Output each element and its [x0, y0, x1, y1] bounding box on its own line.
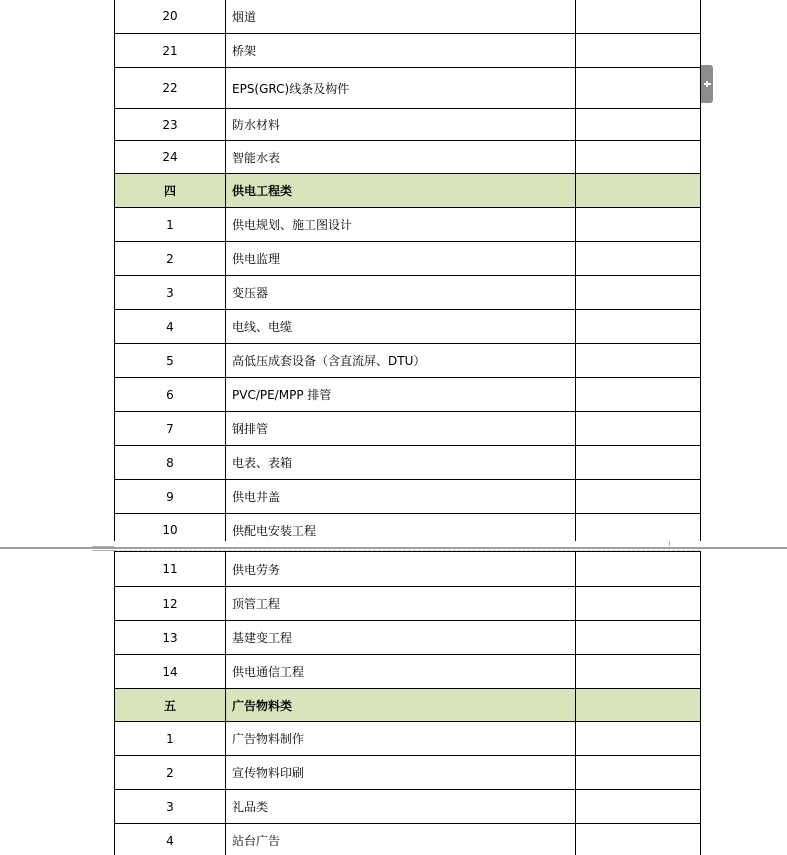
row-number-cell: 12: [115, 587, 226, 621]
row-number-cell: 6: [115, 378, 226, 412]
row-number-cell: 20: [115, 0, 226, 34]
row-number-cell: 22: [115, 68, 226, 109]
section-header-row: [115, 174, 701, 208]
table-row: [115, 208, 701, 242]
item-name-cell: 高低压成套设备（含直流屏、DTU）: [226, 344, 576, 378]
item-table-bottom: [114, 551, 701, 855]
table-row: [115, 790, 701, 824]
table-row: [115, 344, 701, 378]
row-number-cell: 3: [115, 276, 226, 310]
row-number-cell: 5: [115, 344, 226, 378]
item-name-cell: 供电规划、施工图设计: [226, 208, 576, 242]
table-row: [115, 412, 701, 446]
table-row: [115, 141, 701, 174]
item-name-cell: PVC/PE/MPP 排管: [226, 378, 576, 412]
item-name-cell: 变压器: [226, 276, 576, 310]
row-number-cell: 9: [115, 480, 226, 514]
blank-cell: [576, 68, 701, 109]
blank-cell: [576, 790, 701, 824]
table-row: [115, 552, 701, 587]
blank-cell: [576, 242, 701, 276]
table-row: [115, 722, 701, 756]
item-name-cell: 礼品类: [226, 790, 576, 824]
page-break-line: [0, 547, 787, 549]
table-row: [115, 756, 701, 790]
blank-cell: [576, 34, 701, 68]
row-number-cell: 23: [115, 109, 226, 141]
blank-cell: [576, 276, 701, 310]
item-name-cell: 顶管工程: [226, 587, 576, 621]
table-row: [115, 480, 701, 514]
blank-cell: [576, 824, 701, 855]
blank-cell: [576, 621, 701, 655]
item-name-cell: 供电通信工程: [226, 655, 576, 689]
expand-handle-button[interactable]: [701, 65, 713, 103]
row-number-cell: 四: [115, 174, 226, 208]
item-name-cell: EPS(GRC)线条及构件: [226, 68, 576, 109]
page-corner-mark-left-lower: [92, 550, 114, 551]
item-name-cell: 广告物料类: [226, 689, 576, 722]
row-number-cell: 10: [115, 514, 226, 547]
table-row: [115, 446, 701, 480]
blank-cell: [576, 344, 701, 378]
item-name-cell: 智能水表: [226, 141, 576, 174]
item-name-cell: 供电监理: [226, 242, 576, 276]
blank-cell: [576, 174, 701, 208]
blank-cell: [576, 480, 701, 514]
row-number-cell: 2: [115, 756, 226, 790]
table-row: [115, 34, 701, 68]
row-number-cell: 8: [115, 446, 226, 480]
row-number-cell: 五: [115, 689, 226, 722]
blank-cell: [576, 141, 701, 174]
item-table-top-body: [115, 0, 701, 547]
item-name-cell: 供电劳务: [226, 552, 576, 587]
table-row: [115, 276, 701, 310]
item-name-cell: 电线、电缆: [226, 310, 576, 344]
blank-cell: [576, 552, 701, 587]
row-number-cell: 14: [115, 655, 226, 689]
section-header-row: [115, 689, 701, 722]
item-name-cell: 供配电安装工程: [226, 514, 576, 547]
row-number-cell: 24: [115, 141, 226, 174]
item-name-cell: 烟道: [226, 0, 576, 34]
item-name-cell: 宣传物料印刷: [226, 756, 576, 790]
blank-cell: [576, 446, 701, 480]
blank-cell: [576, 756, 701, 790]
item-name-cell: 供电工程类: [226, 174, 576, 208]
blank-cell: [576, 722, 701, 756]
row-number-cell: 2: [115, 242, 226, 276]
item-name-cell: 供电井盖: [226, 480, 576, 514]
table-row: [115, 655, 701, 689]
table-row: [115, 378, 701, 412]
row-number-cell: 4: [115, 310, 226, 344]
blank-cell: [576, 208, 701, 242]
blank-cell: [576, 587, 701, 621]
item-table-top: [114, 0, 701, 547]
blank-cell: [576, 655, 701, 689]
item-name-cell: 电表、表箱: [226, 446, 576, 480]
row-number-cell: 3: [115, 790, 226, 824]
item-name-cell: 钢排管: [226, 412, 576, 446]
row-number-cell: 13: [115, 621, 226, 655]
row-number-cell: 7: [115, 412, 226, 446]
blank-cell: [576, 378, 701, 412]
table-row: [115, 824, 701, 855]
item-name-cell: 站台广告: [226, 824, 576, 855]
table-row: [115, 242, 701, 276]
item-name-cell: 防水材料: [226, 109, 576, 141]
blank-cell: [576, 412, 701, 446]
row-number-cell: 4: [115, 824, 226, 855]
item-name-cell: 广告物料制作: [226, 722, 576, 756]
table-row: [115, 109, 701, 141]
blank-cell: [576, 689, 701, 722]
table-row: [115, 68, 701, 109]
blank-cell: [576, 0, 701, 34]
row-number-cell: 1: [115, 208, 226, 242]
table-row: [115, 621, 701, 655]
row-number-cell: 1: [115, 722, 226, 756]
row-number-cell: 21: [115, 34, 226, 68]
table-row: [115, 587, 701, 621]
blank-cell: [576, 109, 701, 141]
item-name-cell: 桥架: [226, 34, 576, 68]
page-break: [0, 541, 787, 551]
item-table-bottom-body: [115, 552, 701, 855]
table-row: [115, 0, 701, 34]
item-name-cell: 基建变工程: [226, 621, 576, 655]
row-number-cell: 11: [115, 552, 226, 587]
blank-cell: [576, 310, 701, 344]
table-row: [115, 310, 701, 344]
page-corner-mark-right: [669, 541, 670, 546]
